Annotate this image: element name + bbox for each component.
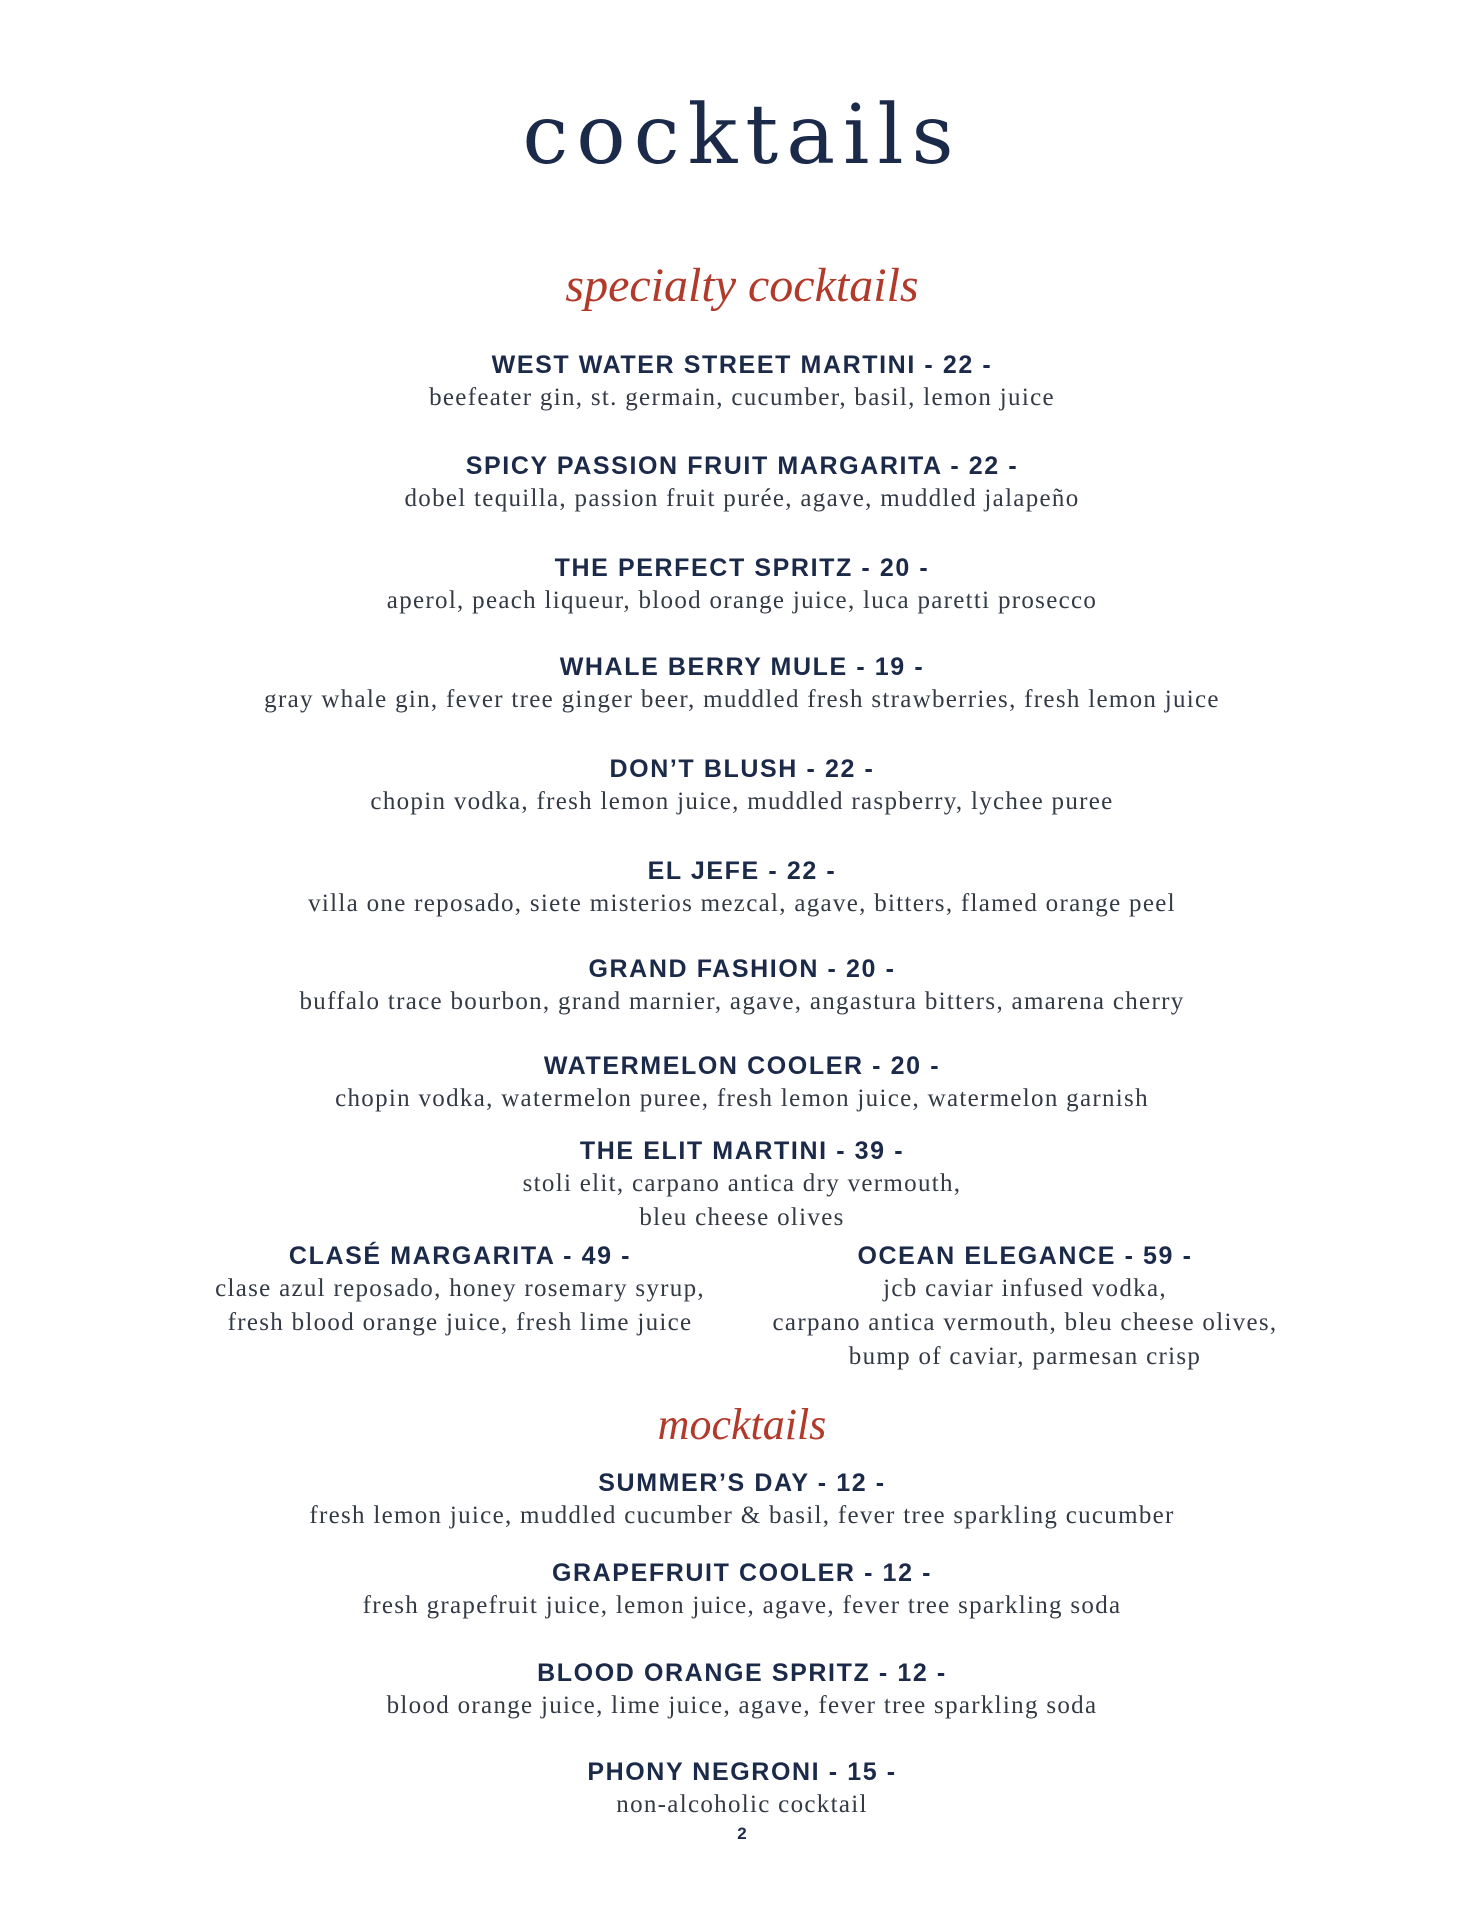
item-description: buffalo trace bourbon, grand marnier, agave, angastura bitters, amarena cherry — [299, 988, 1185, 1015]
item-description: fresh grapefruit juice, lemon juice, agave, fever tree sparkling soda — [362, 1592, 1122, 1619]
item-name: GRAPEFRUIT COOLER - 12 - — [551, 1559, 933, 1587]
item-description-line: clase azul reposado, honey rosemary syrup, — [215, 1275, 705, 1302]
menu-item-grand-fashion — [0, 953, 1484, 1019]
item-description-line: carpano antica vermouth, bleu cheese olives, — [772, 1309, 1278, 1336]
item-description: fresh lemon juice, muddled cucumber & basil, fever tree sparkling cucumber — [309, 1502, 1175, 1529]
menu-item-watermelon-cooler — [0, 1050, 1484, 1116]
item-description: beefeater gin, st. germain, cucumber, basil, lemon juice — [429, 384, 1055, 411]
item-description: non-alcoholic cocktail — [616, 1791, 868, 1818]
menu-item-clase-margarita — [180, 1240, 740, 1340]
item-name: BLOOD ORANGE SPRITZ - 12 - — [537, 1659, 947, 1687]
specialty-cocktails-heading: specialty cocktails — [565, 259, 919, 312]
menu-item-dont-blush — [0, 753, 1484, 819]
mocktails-heading: mocktails — [657, 1400, 827, 1449]
menu-item-the-elit-martini — [0, 1135, 1484, 1235]
menu-item-el-jefe — [0, 855, 1484, 921]
menu-item-grapefruit-cooler — [0, 1557, 1484, 1623]
item-name: WHALE BERRY MULE - 19 - — [559, 653, 925, 681]
item-name: WEST WATER STREET MARTINI - 22 - — [491, 351, 993, 379]
item-description: chopin vodka, fresh lemon juice, muddled raspberry, lychee puree — [370, 788, 1114, 815]
item-description-line: stoli elit, carpano antica dry vermouth, — [522, 1170, 962, 1197]
item-description: aperol, peach liqueur, blood orange juice, luca paretti prosecco — [386, 587, 1098, 614]
item-description-line: jcb caviar infused vodka, — [883, 1275, 1167, 1302]
item-description-line: bump of caviar, parmesan crisp — [848, 1343, 1202, 1370]
item-description-line: fresh blood orange juice, fresh lime juice — [227, 1309, 693, 1336]
item-description: chopin vodka, watermelon puree, fresh lemon juice, watermelon garnish — [335, 1085, 1149, 1112]
item-description: blood orange juice, lime juice, agave, fever tree sparkling soda — [386, 1692, 1098, 1719]
item-name: THE ELIT MARTINI - 39 - — [579, 1137, 905, 1165]
menu-item-spicy-passion-fruit-margarita — [0, 450, 1484, 516]
item-description: dobel tequilla, passion fruit purée, agave, muddled jalapeño — [404, 485, 1080, 512]
item-name: CLASÉ MARGARITA - 49 - — [288, 1242, 632, 1270]
item-description: gray whale gin, fever tree ginger beer, muddled fresh strawberries, fresh lemon juice — [264, 686, 1220, 713]
menu-item-west-water-street-martini — [0, 349, 1484, 415]
item-description: villa one reposado, siete misterios mezcal, agave, bitters, flamed orange peel — [308, 890, 1176, 917]
item-name: GRAND FASHION - 20 - — [588, 955, 896, 983]
item-name: WATERMELON COOLER - 20 - — [543, 1052, 941, 1080]
item-description-line: bleu cheese olives — [639, 1204, 845, 1231]
page-title: cocktails — [522, 88, 962, 183]
page-number: 2 — [737, 1824, 747, 1843]
menu-item-ocean-elegance — [745, 1240, 1305, 1374]
menu-item-blood-orange-spritz — [0, 1657, 1484, 1723]
item-name: OCEAN ELEGANCE - 59 - — [857, 1242, 1193, 1270]
menu-item-summers-day — [0, 1467, 1484, 1533]
menu-item-the-perfect-spritz — [0, 552, 1484, 618]
menu-item-whale-berry-mule — [0, 651, 1484, 717]
item-name: PHONY NEGRONI - 15 - — [587, 1758, 897, 1786]
item-name: EL JEFE - 22 - — [647, 857, 837, 885]
item-name: THE PERFECT SPRITZ - 20 - — [554, 554, 930, 582]
item-name: DON’T BLUSH - 22 - — [609, 755, 875, 783]
item-name: SPICY PASSION FRUIT MARGARITA - 22 - — [465, 452, 1019, 480]
item-name: SUMMER’S DAY - 12 - — [598, 1469, 886, 1497]
menu-item-phony-negroni — [0, 1756, 1484, 1822]
